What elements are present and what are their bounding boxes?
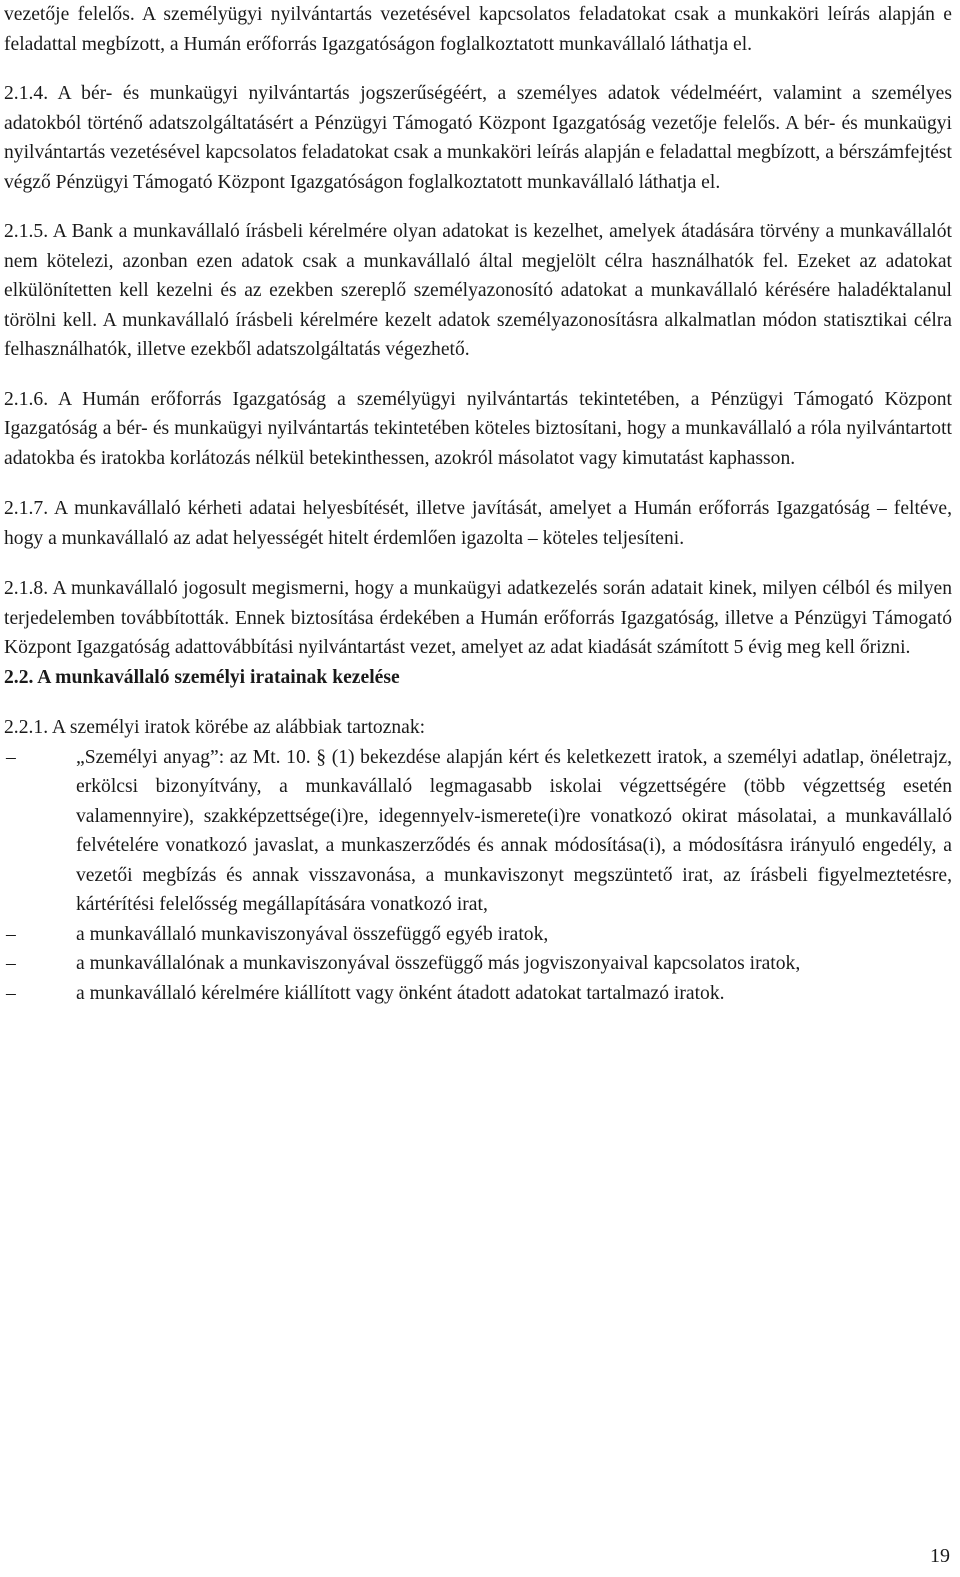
- section-2-1-5: 2.1.5. A Bank a munkavállaló írásbeli kérelmére olyan adatokat is kezelhet, amelyek átadására törvény a munkavállalót nem kötelezi, azonban ezen adatok csak a munkavállaló által megjelölt célra használhatók fel. Ezeket az adatokat elkülönítetten kell kezelni és az ezekben szereplő személyazonosító adatokat a munkavállaló kérésére haladéktalanul törölni kell. A munkavállaló írásbeli kérelmére kezelt adatok személyazonosításra alkalmatlan módon statisztikai célra felhasználhatók, illetve ezekből adatszolgáltatás végezhető.: [4, 221, 952, 360]
- list-item: [4, 743, 952, 920]
- intro-paragraph: vezetője felelős. A személyügyi nyilvántartás vezetésével kapcsolatos feladatokat csak a munkaköri leírás alapján e feladattal megbízott, a Humán erőforrás Igazgatóságon foglalkoztatott munkavállaló láthatja el.: [4, 4, 952, 55]
- section-2-1-7: 2.1.7. A munkavállaló kérheti adatai helyesbítését, illetve javítását, amelyet a Humán erőforrás Igazgatóság – feltéve, hogy a munkavállaló az adat helyességét hitelt érdemlően igazolta – köteles teljesíteni.: [4, 498, 952, 549]
- page-number: 19: [930, 1545, 950, 1567]
- section-2-1-4: 2.1.4. A bér- és munkaügyi nyilvántartás jogszerűségéért, a személyes adatok védelméért, valamint a személyes adatokból történő adatszolgáltatásért a Pénzügyi Támogató Központ Igazgatóság vezetője felelős. A bér- és munkaügyi nyilvántartás vezetésével kapcsolatos feladatokat csak a munkaköri leírás alapján e feladattal megbízott, a bérszámfejtést végző Pénzügyi Támogató Központ Igazgatóságon foglalkoztatott munkavállaló láthatja el.: [4, 83, 952, 193]
- dash-marker: –: [6, 953, 16, 974]
- list-item-text: a munkavállaló munkaviszonyával összefüggő egyéb iratok,: [76, 923, 549, 945]
- section-2-1-8: 2.1.8. A munkavállaló jogosult megismerni, hogy a munkaügyi adatkezelés során adatait kinek, milyen célból és milyen terjedelemben továbbították. Ennek biztosítása érdekében a Humán erőforrás Igazgatóság, illetve a Pénzügyi Támogató Központ Igazgatóság adattovábbítási nyilvántartást vezet, amelyet az adat kiadását számított 5 évig meg kell őrizni.: [4, 578, 952, 658]
- list-item: [4, 949, 952, 979]
- list-item: [4, 920, 952, 950]
- section-heading-2-2: 2.2. A munkavállaló személyi iratainak kezelése: [4, 666, 400, 688]
- dash-marker: –: [6, 982, 16, 1004]
- document-page: [4, 0, 952, 1008]
- list-item-text: „Személyi anyag”: az Mt. 10. § (1) bekezdése alapján kért és keletkezett iratok, a személyi adatlap, önéletrajz, erkölcsi bizonyítvány, a munkavállaló legmagasabb iskolai végzettségére (több végzettség esetén valamennyire), szakképzettsége(i)re, idegennyelv-ismerete(i)re vonatkozó okirat másolatai, a munkavállaló felvételére vonatkozó javaslat, a munkaszerződés és annak módosítása(i), a módosításra irányuló engedély, a vezetői megbízás és annak visszavonása, a munkaviszonyt megszüntető irat, az írásbeli figyelmeztetésre, kártérítési felelősség megállapítására vonatkozó irat,: [76, 746, 952, 915]
- list-item-text: a munkavállalónak a munkaviszonyával összefüggő más jogviszonyaival kapcsolatos iratok,: [76, 953, 801, 974]
- personal-records-list: [4, 743, 952, 1009]
- section-2-1-6: 2.1.6. A Humán erőforrás Igazgatóság a személyügyi nyilvántartás tekintetében, a Pénzügyi Támogató Központ Igazgatóság a bér- és munkaügyi nyilvántartás tekintetében köteles biztosítani, hogy a munkavállaló a róla nyilvántartott adatokba és iratokba korlátozás nélkül betekinthessen, azokról másolatot vagy kimutatást kaphasson.: [4, 388, 952, 469]
- list-intro-2-2-1: 2.2.1. A személyi iratok körébe az alábbiak tartoznak:: [4, 717, 426, 738]
- dash-marker: –: [6, 923, 16, 945]
- list-item: [4, 979, 952, 1009]
- dash-marker: –: [6, 746, 16, 768]
- list-item-text: a munkavállaló kérelmére kiállított vagy önként átadott adatokat tartalmazó iratok.: [76, 982, 725, 1004]
